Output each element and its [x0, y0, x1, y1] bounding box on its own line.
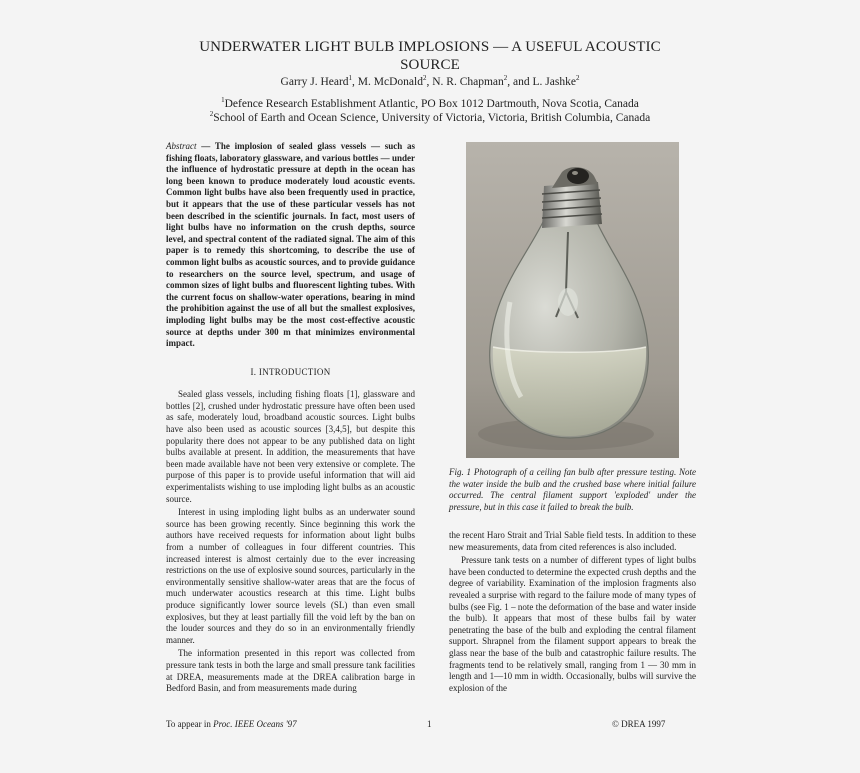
page-number: 1	[427, 719, 432, 729]
author-affil-mark: 2	[503, 74, 508, 82]
affiliation-mark: 2	[209, 110, 214, 118]
footer-venue: Proc. IEEE Oceans '97	[213, 719, 297, 729]
left-column	[166, 141, 415, 697]
abstract-lead: Abstract	[166, 141, 197, 151]
author-affil-mark: 1	[348, 74, 353, 82]
author-name: L. Jashke	[532, 75, 576, 88]
light-bulb-illustration	[466, 142, 679, 458]
affiliation-1	[100, 96, 760, 110]
abstract	[166, 141, 415, 350]
body-paragraph: Pressure tank tests on a number of different types of light bulbs have been conducted to determine the expected crush depths and the degree of variability. Examination of the implosion fragments also revealed a surprise with regard to the failure mode of many types of bulbs (see Fig. 1 – note the deformation of the base and water inside the bulb). It appears that most of these bulbs fail by water penetrating the base of the bulb and exploding the central filament support. Shrapnel from the filament support appears to break the glass near the base of the bulb and catastrophic failure results. The fragments tend to be relatively small, ranging from 1 — 30 mm in length and 1—10 mm in width. Occasionally, bulbs will survive the explosion of the	[449, 555, 696, 693]
affiliation-mark: 1	[221, 96, 225, 104]
figure-light-bulb-photo	[466, 142, 679, 458]
body-paragraph: Sealed glass vessels, including fishing floats [1], glassware and bottles [2], crushed under hydrostatic pressure have often been used as safe, moderately loud, broadband acoustic sources. Light bulbs have also been used as acoustic sources [3,4,5], but despite this popularity there does not appear to be any published data on light bulbs available at present. In addition, the measurements that have been made available have not been very extensive or complete. The purpose of this paper is to provide useful information that will aid experimentalists wishing to use imploding light bulbs as an acoustic source.	[166, 389, 415, 504]
author-name: Garry J. Heard	[280, 75, 349, 88]
footer-copyright: © DREA 1997	[612, 719, 666, 729]
author-name: M. McDonald	[357, 75, 423, 88]
affiliation-2	[100, 110, 760, 124]
author-list: Garry J. Heard$^1$, M. McDonald$^2$, N. R. Chapman$^2$, and L. Jashke$^2$	[280, 74, 580, 88]
author-affil-mark: 2	[422, 74, 427, 82]
body-paragraph: the recent Haro Strait and Trial Sable field tests. In addition to these new measurements, data from cited references is also included.	[449, 530, 696, 552]
title-line-1: UNDERWATER LIGHT BULB IMPLOSIONS — A USEFUL ACOUSTIC	[199, 39, 661, 55]
paper-title	[120, 38, 740, 74]
footer-prefix: To appear in	[166, 719, 214, 729]
footer-citation	[166, 719, 297, 729]
section-heading-introduction: I. INTRODUCTION	[250, 366, 331, 377]
author-name: N. R. Chapman	[432, 75, 504, 88]
affiliation-text: Defence Research Establishment Atlantic, PO Box 1012 Dartmouth, Nova Scotia, Canada	[224, 97, 639, 110]
figure-caption: Fig. 1 Photograph of a ceiling fan bulb after pressure testing. Note the water inside the bulb and the crushed base where initial failure occurred. The central filament support 'exploded' under the pressure, but in this case it failed to break the bulb.	[449, 467, 696, 512]
abstract-text: — The implosion of sealed glass vessels — such as fishing floats, laboratory glassware, and various bottles — under the influence of hydrostatic pressure at depth in the ocean has long been known to produce moderately loud acoustic events. Common light bulbs have also been frequently used in practice, but it appears that the use of these particular vessels has not been described in the scientific journals. In fact, most users of light bulbs have no information on the crush depths, source level, and spectral content of the radiated signal. The aim of this paper is to remedy this shortcoming, to describe the use of common light bulbs as acoustic sources, and to provide guidance to researchers on the source level, spectrum, and usage of common sizes of light bulbs and fluorescent lighting tubes. With the current focus on shallow-water operations, bearing in mind the prohibition against the use of all but the smallest explosives, imploding light bulbs may be the most cost-effective acoustic source at depths under 300 m that minimizes environmental impact.	[166, 141, 416, 349]
right-column	[449, 530, 696, 696]
body-paragraph: Interest in using imploding light bulbs as an underwater sound source has been growing recently. Since beginning this work the authors have received requests for information about light bulbs from a number of colleagues in four different countries. This increased interest is almost certainly due to the ever increasing restrictions on the use of explosive sound sources, particularly in the environmentally sensitive shallow-water areas that are the focus of much underwater acoustics research at this time. Light bulbs produce significantly lower source levels (SL) than even small explosives, but they at least partially fill the void left by the ban on the louder sources and they do so in an environmentally friendly manner.	[166, 507, 415, 645]
author-affil-mark: 2	[575, 74, 580, 82]
affiliation-text: School of Earth and Ocean Science, University of Victoria, Victoria, British Columbia, Canada	[213, 111, 651, 124]
title-line-2: SOURCE	[400, 57, 460, 73]
body-paragraph: The information presented in this report was collected from pressure tank tests in both the large and small pressure tank facilities at DREA, measurements made at the DREA calibration barge in Bedford Basin, and from measurements made during	[166, 648, 415, 694]
